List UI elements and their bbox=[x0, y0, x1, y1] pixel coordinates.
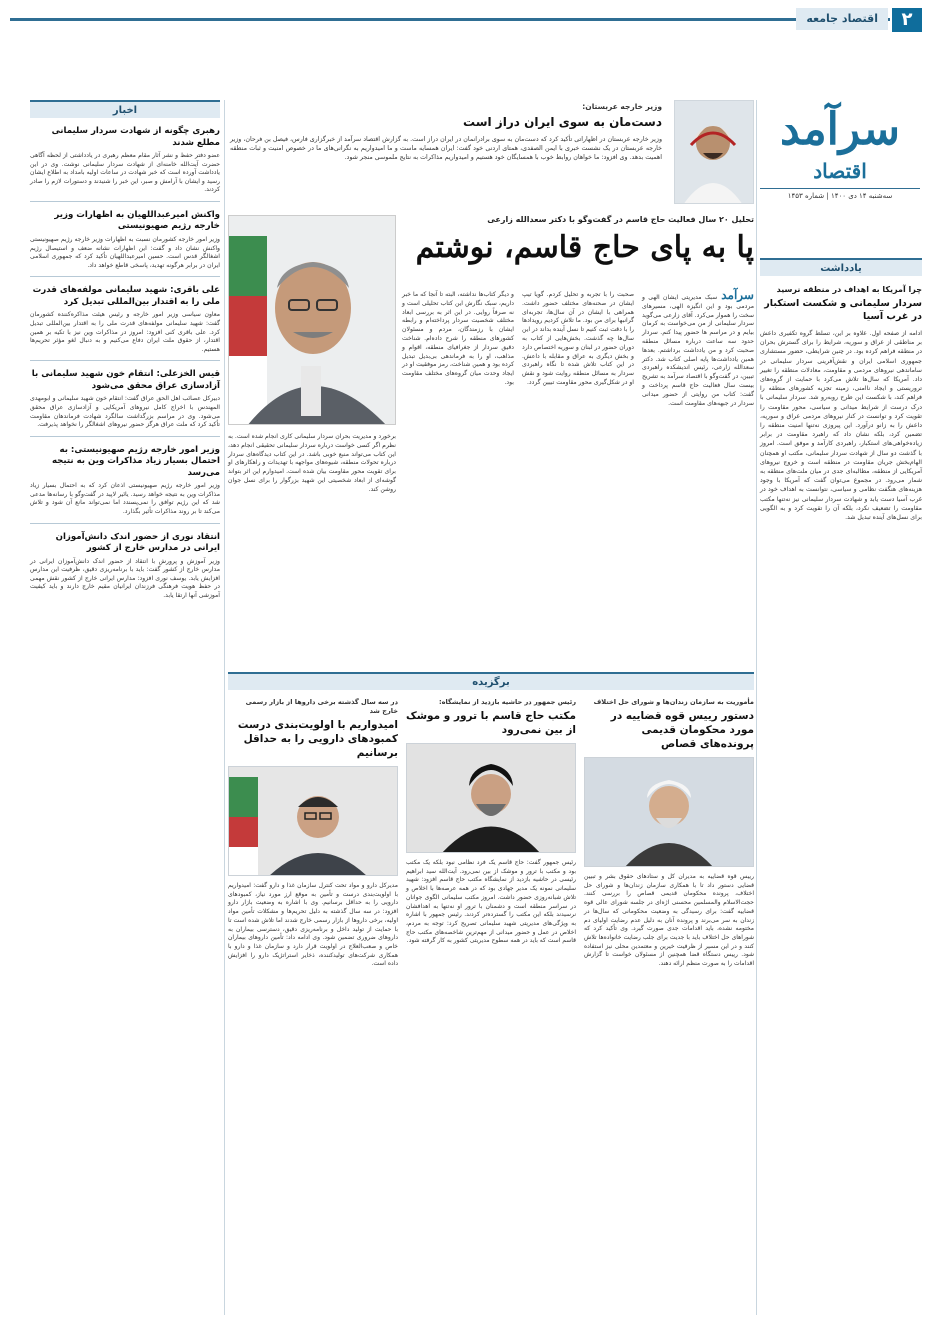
pick-item bbox=[406, 698, 576, 1318]
lead-story bbox=[228, 100, 754, 210]
main-article bbox=[228, 215, 754, 660]
pick-item bbox=[584, 698, 754, 1318]
news-body: وزیر امور خارجه کشورمان نسبت به اظهارات وزیر خارجه رژیم صهیونیستی واکنش نشان داد و گفت: این اظهارات نشانه ضعف و استیصال رژیم اشغالگر قدس است. حسین امیرعبداللهیان تأکید کرد که جمهوری اسلامی ایران در برابر هرگونه تهدید، پاسخی قاطع خواهد داد. bbox=[30, 235, 220, 269]
pick-title: امیدواریم با اولویت‌بندی درست کمبودهای دارویی را به حداقل برسانیم bbox=[237, 719, 398, 759]
person-icon bbox=[674, 101, 753, 204]
article-column-1 bbox=[642, 288, 754, 659]
person-icon bbox=[229, 767, 397, 876]
pick-kicker: در سه سال گذشته برخی داروها از بازار رسمی خارج شد bbox=[245, 698, 398, 715]
lead-title: دست‌مان به سوی ایران دراز است bbox=[463, 115, 662, 129]
yaddasht-body: ادامه از صفحه اول. علاوه بر این، تسلط گروه تکفیری داعش بر مناطقی از عراق و سوریه، شرایط را برای گسترش بحران در منطقه فراهم کرده بود. در چنین شرایطی، حضور مستشاری جمهوری اسلامی ایران و نقش‌آفرینی سردار سلیمانی در ساماندهی نیروهای مردمی و مقاومت، معادلات منطقه را تغییر داد. آمریکا که سال‌ها تلاش می‌کرد با حمایت از گروه‌های تروریستی و ایجاد ناامنی، زمینه تجزیه کشورهای منطقه را فراهم کند، با شکست این طرح روبه‌رو شد. سردار سلیمانی با درک درست از شرایط میدانی و سیاسی، محور مقاومت را تقویت کرد و توانست در کنار نیروهای مردمی عراق و سوریه، داعش را به زانو درآورد. این پیروزی نه‌تنها امنیت منطقه را تضمین کرد، بلکه نشان داد که راهبرد مقاومت در برابر زیاده‌خواهی‌های استکبار، راهبردی کارآمد و موفق است. امروز با گذشت دو سال از شهادت سردار سلیمانی، مکتب او همچنان الهام‌بخش جریان مقاومت در منطقه است و خروج نیروهای آمریکایی از منطقه، مطالبه‌ای جدی در میان ملت‌های منطقه به شمار می‌رود. در مجموع می‌توان گفت که آمریکا با وجود هزینه‌های هنگفت نظامی و سیاسی، نتوانست به اهداف خود در غرب آسیا دست یابد و شهادت سردار سلیمانی نیز نه‌تنها مکتب مقاومت را تضعیف نکرد، بلکه آن را تقویت کرد و به الگویی برای نسل‌های آینده تبدیل شد. bbox=[760, 330, 922, 522]
news-item bbox=[30, 210, 220, 277]
person-icon bbox=[228, 216, 395, 425]
lead-body: وزیر خارجه عربستان در اظهاراتی تأکید کرد که دست‌مان به سوی برادرانمان در ایران دراز است. به گزارش اقتصاد سرآمد از خبرگزاری فارس، فیصل بن فرحان، وزیر خارجه عربستان در یک نشست خبری با ایمن الصفدی، همتای اردنی خود گفت: ایران همسایه ماست و ما امیدواریم به نگرانی‌های ما در خصوص امنیت و ثبات منطقه اهمیت بدهد. وی افزود: ما خواهان روابط خوب با همسایگان خود هستیم و امیدواریم مذاکرات به نتایج ملموسی منجر شود. bbox=[230, 136, 662, 161]
yaddasht-kicker: چرا آمریکا به اهداف در منطقه نرسید bbox=[776, 285, 922, 294]
article-column-3: و دیگر کتاب‌ها نداشته، البته تا آنجا که ما خبر داریم، سبک نگارش این کتاب تحلیلی است و نه صرفاً روایی. در این اثر به بررسی ابعاد مختلف شخصیت سردار پرداخته‌ام و رابطه ایشان با رزمندگان، مردم و مسئولان کشورهای منطقه را شرح داده‌ام. شناخت دقیق سردار از جغرافیای منطقه، اقوام و مذاهب، او را به فرماندهی بی‌بدیل تبدیل کرده بود و همین شناخت، رمز موفقیت او در ایجاد وحدت میان گروه‌های مختلف مقاومت بود. bbox=[402, 291, 514, 386]
logo-sub: اقتصاد bbox=[813, 159, 867, 183]
pick-title: دستور رییس قوه قضاییه در مورد محکومان قدیمی پرونده‌های قصاص bbox=[610, 710, 754, 750]
pick-title: مکتب حاج قاسم با ترور و موشک از بین نمی‌رود bbox=[405, 710, 576, 736]
lead-kicker: وزیر خارجه عربستان: bbox=[582, 102, 662, 111]
picks-section bbox=[228, 672, 754, 1317]
page-header bbox=[10, 8, 922, 30]
pick-photo bbox=[584, 757, 754, 867]
yaddasht-title: سردار سلیمانی و شکست استکبار در غرب آسیا bbox=[764, 298, 922, 322]
dateline: سه‌شنبه ۱۴ دی ۱۴۰۰ | شماره ۱۴۵۳ bbox=[760, 188, 920, 200]
news-divider bbox=[30, 523, 220, 524]
news-column bbox=[30, 100, 220, 1315]
news-divider bbox=[30, 201, 220, 202]
picks-heading: برگزیده bbox=[228, 672, 754, 690]
article-body bbox=[402, 288, 754, 659]
pick-kicker: مأموریت به سازمان زندان‌ها و شورای حل اختلاف bbox=[593, 698, 754, 706]
news-body: دبیرکل عصائب اهل الحق عراق گفت: انتقام خون شهید سلیمانی و ابومهدی المهندس با اخراج کامل نیروهای آمریکایی و آزادسازی عراق محقق می‌شود. وی در مراسم بزرگداشت سالگرد شهادت فرماندهان مقاومت تأکید کرد که ملت عراق هرگز حضور نیروهای اشغالگر را نخواهد پذیرفت. bbox=[30, 395, 220, 429]
yaddasht-column bbox=[760, 258, 922, 1318]
news-title: علی باقری: شهید سلیمانی مولفه‌های قدرت ملی را به اقتدار بین‌المللی تبدیل کرد bbox=[32, 285, 220, 307]
portrait-photo bbox=[674, 100, 754, 204]
article-column-2: صحبت را با تجربه و تحلیل کردم. گویا تیپ ایشان در صحنه‌های مختلف حضور داشت. همراهی با ایشان در آن سال‌ها، تجربه‌ای گرانبها برای من بود. ما تلاش کردیم رویدادها را با دقت ثبت کنیم تا نسل آینده بداند در این سال‌ها چه گذشت. بخش‌هایی از کتاب به دوران حضور در لبنان و سوریه اختصاص دارد و بخش دیگری به عراق و مقابله با داعش. در این کتاب تلاش شده تا نگاه راهبردی سردار به مسائل منطقه روایت شود و نقش او در شکل‌گیری محور مقاومت تبیین گردد. bbox=[522, 291, 634, 386]
news-divider bbox=[30, 276, 220, 277]
news-body: عضو دفتر حفظ و نشر آثار مقام معظم رهبری در یادداشتی از لحظه آگاهی حضرت آیت‌الله خامنه‌ای از شهادت سردار سلیمانی نوشت. وی در این یادداشت آورده است که خبر شهادت در ساعات اولیه بامداد به اطلاع ایشان رسید و ایشان با آرامش و صبر، این خبر را شنیدند و دستورات لازم را صادر کردند. bbox=[30, 152, 220, 194]
news-title: قیس الخزعلی: انتقام خون شهید سلیمانی با آزادسازی عراق محقق می‌شود bbox=[31, 369, 220, 391]
news-heading: اخبار bbox=[30, 100, 220, 118]
pick-kicker: رئیس جمهور در حاشیه بازدید از نمایشگاه: bbox=[439, 698, 576, 706]
article-body-lower bbox=[228, 433, 396, 659]
pick-body: رییس قوه قضاییه به مدیران کل و ستادهای حقوق بشر و تبیین قضایی دستور داد تا با همکاری سازمان زندان‌ها و شورای حل اختلاف، پرونده محکومان قدیمی قصاص را بررسی کنند. حجت‌الاسلام والمسلمین محسنی اژه‌ای در جلسه شورای عالی قوه قضاییه گفت: برای رسیدگی به وضعیت محکومانی که سال‌ها در زندان به سر می‌برند و پرونده آنان به دلیل عدم رضایت اولیای دم مختومه نشده، باید اقدامات جدی صورت گیرد. وی تأکید کرد که شوراهای حل اختلاف باید با جدیت برای جلب رضایت خانواده‌ها تلاش کنند و در این مسیر از ظرفیت خیرین و معتمدین محلی نیز استفاده شود. رییس دستگاه قضا همچنین از مسئولان خواست تا گزارش اقدامات را به صورت منظم ارائه دهند. bbox=[584, 873, 754, 968]
yaddasht-heading: یادداشت bbox=[760, 258, 922, 276]
pick-body: رئیس جمهور گفت: حاج قاسم یک فرد نظامی نبود بلکه یک مکتب بود و مکتب با ترور و موشک از بین نمی‌رود. آیت‌الله سید ابراهیم رئیسی در حاشیه بازدید از نمایشگاه مکتب حاج قاسم افزود: شهید سلیمانی نمونه یک مدیر جهادی بود که در همه عرصه‌ها با اخلاص و تلاش شبانه‌روزی حضور داشت. امروز مکتب سلیمانی الگوی جوانان در سراسر منطقه است و دشمنان با ترور او نه‌تنها به اهدافشان نرسیدند بلکه این مکتب را گسترده‌تر کردند. رئیس جمهور با اشاره به ویژگی‌های مدیریتی شهید سلیمانی تصریح کرد: توجه به مردم، اخلاص در عمل و حضور میدانی از مهم‌ترین شاخصه‌های مکتب حاج قاسم است که باید در همه سطوح مدیریتی کشور به کار گرفته شود. bbox=[406, 859, 576, 945]
article-headline: پا به پای حاج قاسم، نوشتم bbox=[415, 230, 754, 265]
news-title: رهبری چگونه از شهادت سردار سلیمانی مطلع شدند bbox=[51, 126, 220, 148]
person-icon bbox=[407, 744, 575, 853]
news-body: وزیر آموزش و پرورش با انتقاد از حضور اندک دانش‌آموزان ایرانی در مدارس خارج از کشور گفت: باید با برنامه‌ریزی دقیق، ظرفیت این مدارس افزایش یابد. یوسف نوری افزود: مدارس ایرانی خارج از کشور نقش مهمی در حفظ هویت فرهنگی فرزندان ایرانیان مقیم خارج دارند و باید کیفیت آموزشی آنها ارتقا یابد. bbox=[30, 557, 220, 599]
masthead bbox=[760, 100, 920, 250]
news-title: انتقاد نوری از حضور اندک دانش‌آموزان ایرانی در مدارس خارج از کشور bbox=[55, 531, 220, 554]
section-label: اقتصاد جامعه bbox=[796, 8, 888, 30]
newspaper-logo bbox=[760, 100, 920, 182]
news-body: معاون سیاسی وزیر امور خارجه و رئیس هیئت مذاکره‌کننده کشورمان گفت: شهید سلیمانی مولفه‌های قدرت ملی را به اقتدار بین‌المللی تبدیل کرد. علی باقری کنی افزود: امروز در مذاکرات وین نیز با تکیه بر همین اقتدار، از حقوق ملت ایران دفاع می‌کنیم و به دنبال لغو مؤثر تحریم‌ها هستیم. bbox=[30, 311, 220, 353]
news-item bbox=[30, 126, 220, 202]
pick-body: مدیرکل دارو و مواد تحت کنترل سازمان غذا و دارو گفت: امیدواریم با اولویت‌بندی درست و تأمین به موقع ارز مورد نیاز، کمبودهای دارویی را به حداقل برسانیم. وی با اشاره به وضعیت بازار دارو افزود: در سه سال گذشته به دلیل تحریم‌ها و مشکلات تأمین مواد اولیه، برخی داروها از بازار رسمی خارج شدند اما تلاش شده است تا با حمایت از تولید داخل و برنامه‌ریزی دقیق، دسترسی بیماران به داروهای ضروری تضمین شود. وی ادامه داد: تأمین داروهای بیماران خاص و صعب‌العلاج در اولویت قرار دارد و سازمان غذا و دارو با همکاری شرکت‌های تولیدکننده، ذخایر استراتژیک دارو را افزایش داده است. bbox=[228, 882, 398, 968]
column-divider bbox=[756, 100, 757, 1315]
article-column-4: برخورد و مدیریت بحران سردار سلیمانی کاری انجام شده است. به نظرم اگر کسی خواست درباره سردار سلیمانی تحقیقی انجام دهد، این کتاب می‌تواند منبع خوبی باشد. در این کتاب دیدگاه‌های سردار درباره تحولات منطقه، شیوه‌های مواجهه با تهدیدات و راهکارهای او برای تقویت محور مقاومت بیان شده است. امیدوارم این اثر بتواند گوشه‌ای از ابعاد شخصیتی این شهید بزرگوار را برای نسل جوان روشن کند. bbox=[228, 433, 396, 493]
news-item bbox=[30, 532, 220, 601]
news-item bbox=[30, 369, 220, 436]
news-divider bbox=[30, 360, 220, 361]
pick-photo bbox=[228, 766, 398, 876]
news-item bbox=[30, 445, 220, 524]
logo-main: سرآمد bbox=[779, 104, 901, 155]
news-body: وزیر امور خارجه رژیم صهیونیستی اذعان کرد که به احتمال بسیار زیاد مذاکرات وین به نتیجه خواهد رسید. یائیر لاپید در گفت‌وگو با رسانه‌ها مدعی شد که این رژیم توافق را نمی‌پسندد اما نمی‌تواند مانع آن شود و تلاش می‌کند تا بر روند مذاکرات تأثیر بگذارد. bbox=[30, 482, 220, 515]
article-kicker: تحلیل ۲۰ سال فعالیت حاج قاسم در گفت‌وگو با دکتر سعدالله زارعی bbox=[487, 215, 754, 224]
news-title: واکنش امیرعبداللهیان به اظهارات وزیر خارجه رژیم صهیونیستی bbox=[54, 209, 220, 232]
pick-item bbox=[228, 698, 398, 1318]
header-rule bbox=[10, 18, 890, 21]
news-title: وزیر امور خارجه رژیم صهیونیستی: به احتمال بسیار زیاد مذاکرات وین به نتیجه می‌رسد bbox=[51, 444, 220, 478]
person-icon bbox=[585, 758, 753, 867]
column-divider bbox=[224, 100, 225, 1315]
page-number: ۲ bbox=[892, 8, 922, 32]
news-divider bbox=[30, 436, 220, 437]
interview-photo bbox=[228, 215, 396, 425]
news-item bbox=[30, 285, 220, 361]
pick-photo bbox=[406, 743, 576, 853]
brand-logo: سرآمد bbox=[721, 288, 754, 302]
article-col1-text: سبک مدیریتی ایشان الهی و مردمی بود و این انگیزه الهی، مسیرهای سخت را هموار می‌کرد. آقای زارعی می‌گوید سردار سلیمانی از من می‌خواست به کرمان بیایم و در مراسم ها حضور پیدا کنم. سردار حدود سه ساعت درباره مسائل منطقه صحبت کرد و من یادداشت برداشتم. بعدها همین یادداشت‌ها پایه اصلی کتاب شد. دکتر سعدالله زارعی، رئیس اندیشکده راهبردی تبیین، در گفت‌وگو با اقتصاد سرآمد به تشریح بیست سال فعالیت حاج قاسم پرداخت و گفت: کتاب من روایتی از حضور میدانی سردار در جبهه‌های مقاومت است. bbox=[642, 294, 754, 407]
